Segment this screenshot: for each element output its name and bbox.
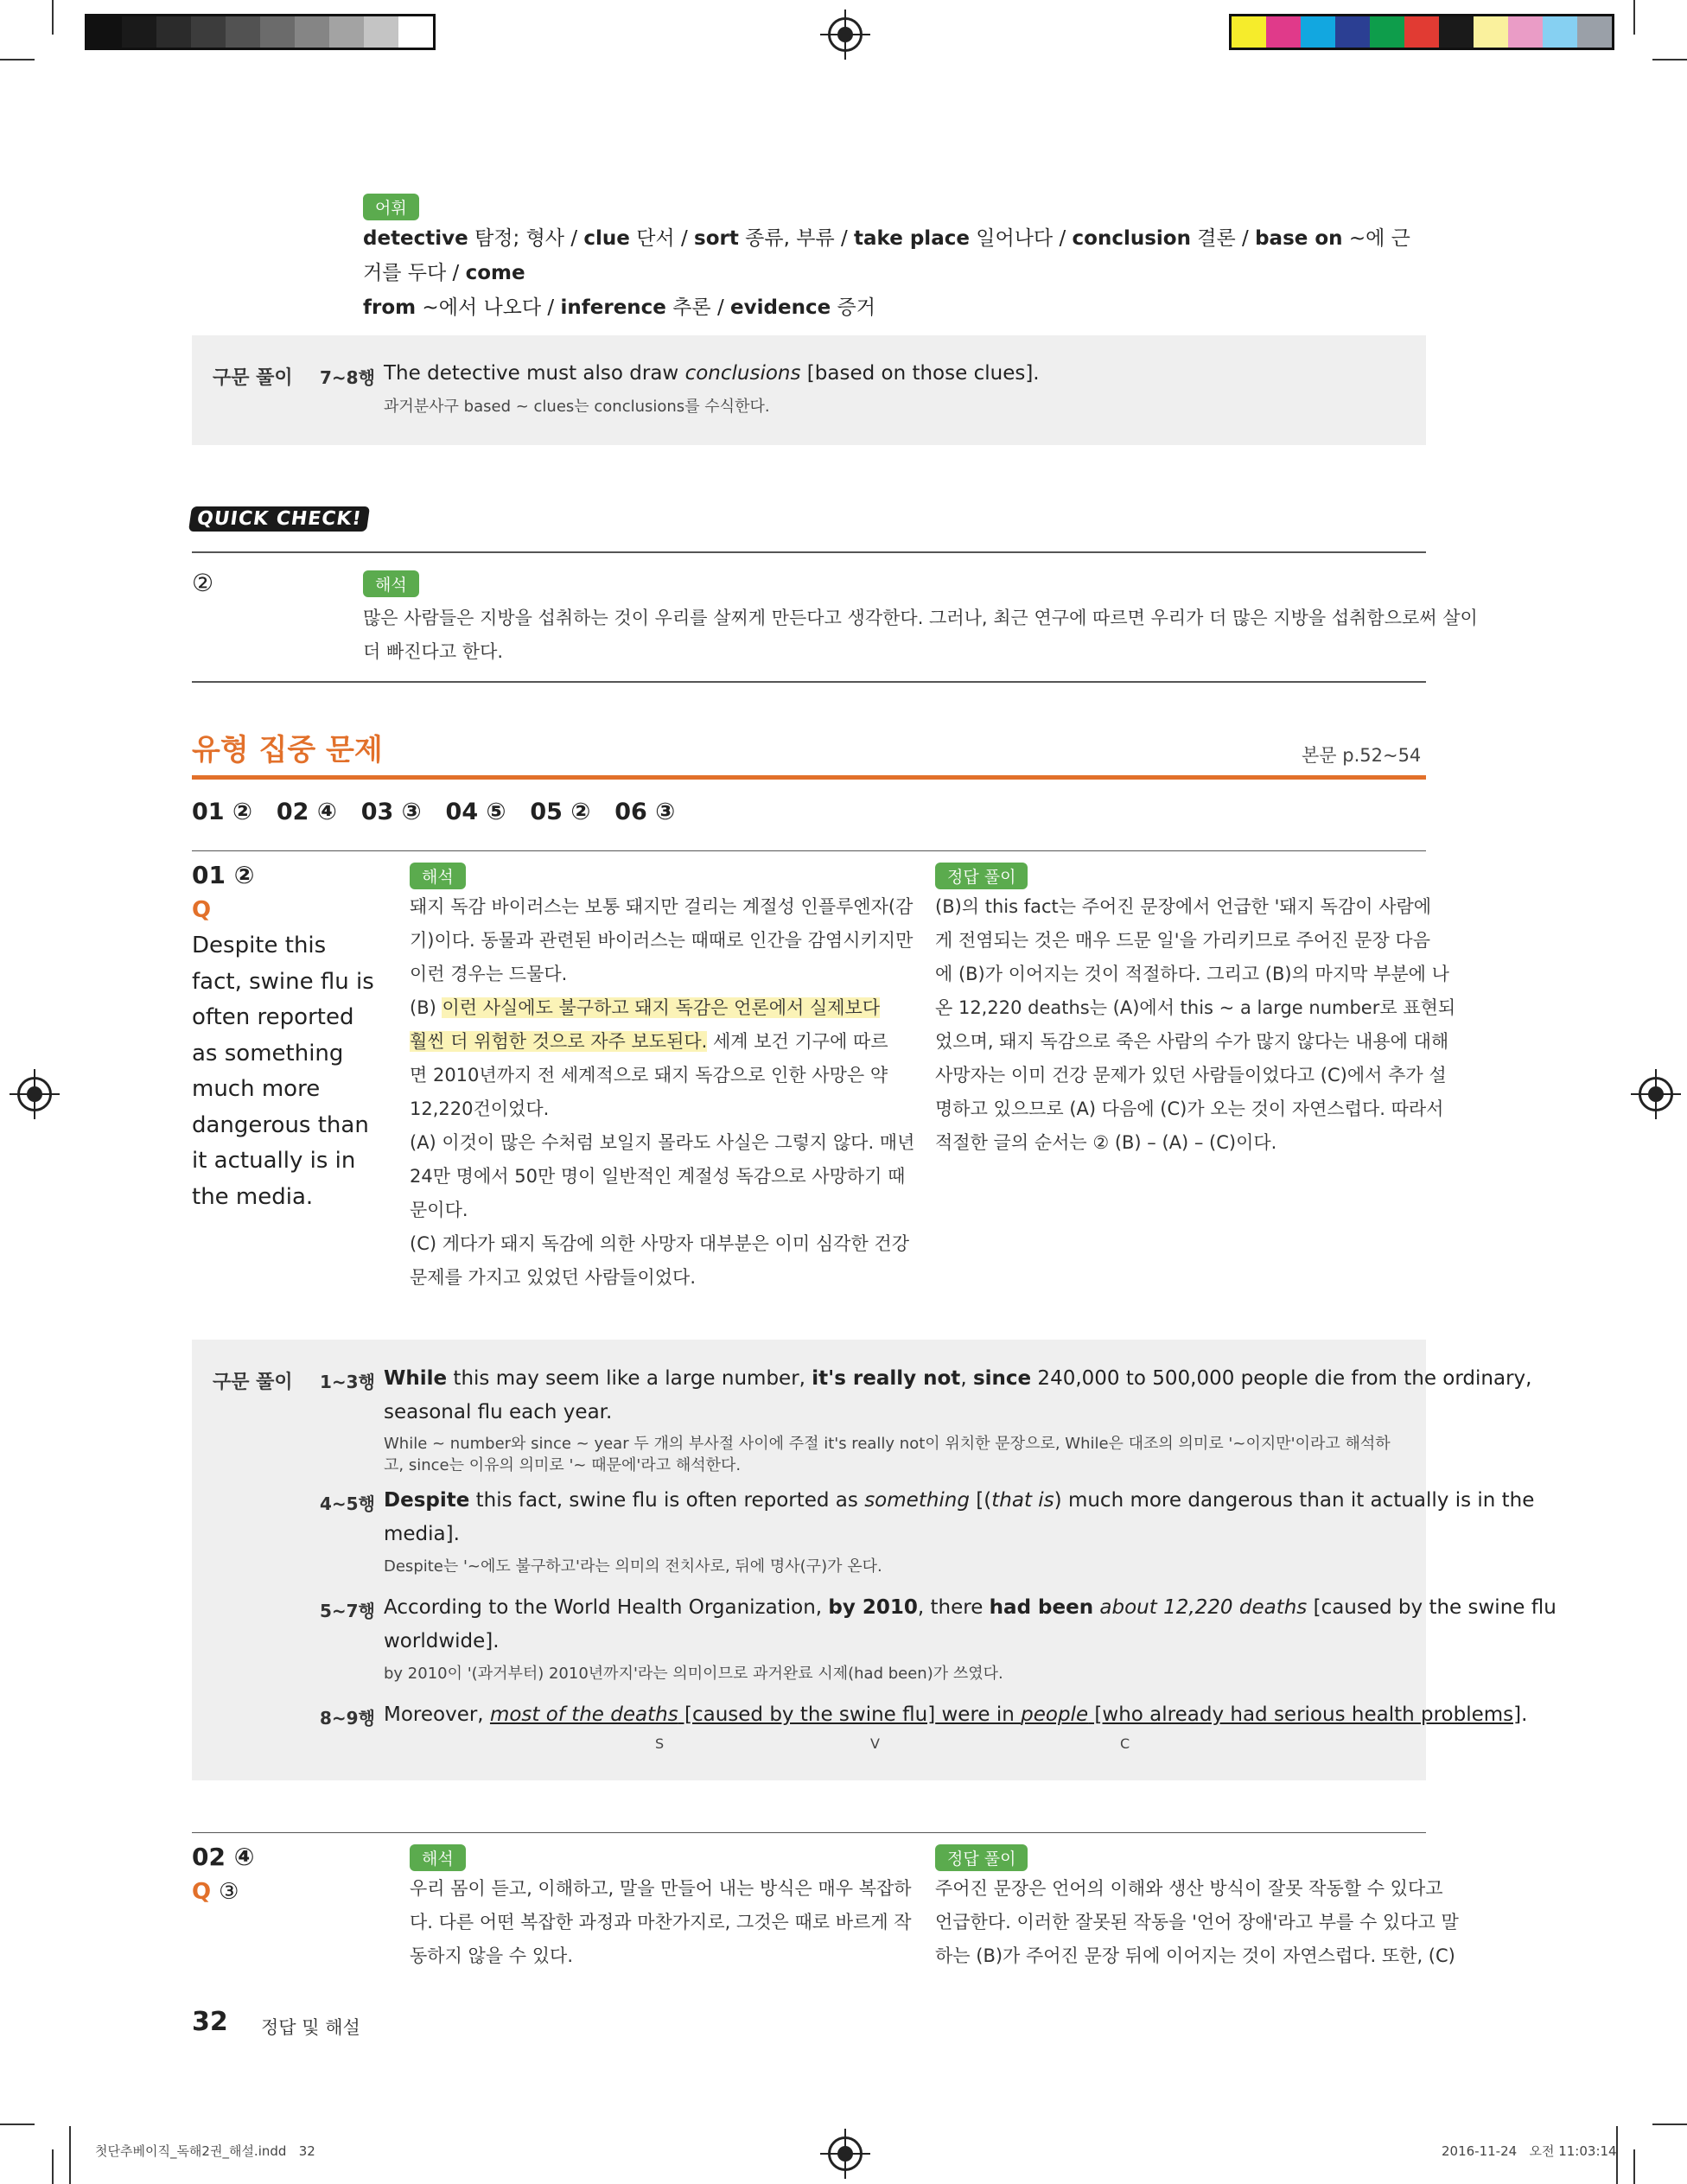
quick-check-logo: QUICK CHECK! (190, 506, 368, 532)
vocab-term: base on (1255, 227, 1343, 250)
color-swatch (1543, 16, 1577, 48)
file-slug: 첫단추베이직_독해2권_해설.indd 32 (95, 2143, 315, 2159)
color-swatch (1439, 16, 1474, 48)
text-line: 우리 몸이 듣고, 이해하고, 말을 만들어 내는 방식은 매우 복잡하 (410, 1878, 912, 1899)
text-line: it actually is in (192, 1148, 356, 1174)
text-line: (B) 이런 사실에도 불구하고 돼지 독감은 언론에서 실제보다 (410, 997, 881, 1018)
q-label: Q (192, 897, 212, 923)
color-swatch (364, 16, 398, 48)
color-swatch (226, 16, 260, 48)
syntax-sentence: The detective must also draw conclusions [based on those clues]. (384, 362, 1040, 385)
cmyk-color-bar (1229, 14, 1614, 50)
vocab-meaning: ~에 근거를 두다 / (363, 227, 1410, 284)
line-ref: 7~8행 (320, 367, 375, 388)
crop-mark (1633, 0, 1635, 35)
vocab-list (363, 221, 1426, 325)
verb-label: V (870, 1735, 880, 1752)
divider (192, 1832, 1426, 1833)
text-line: the media. (192, 1183, 314, 1210)
timestamp-slug: 2016-11-24 오전 11:03:14 (1442, 2143, 1617, 2159)
text-line: (B)의 this fact는 주어진 문장에서 언급한 '돼지 독감이 사람에 (935, 896, 1432, 917)
answer-key-item: 06 ③ (614, 799, 676, 825)
subject-label: S (655, 1735, 665, 1752)
vocab-line (363, 290, 1426, 325)
quick-check-translation: 많은 사람들은 지방을 섭취하는 것이 우리를 살찌게 만든다고 생각한다. 그러나, 최근 연구에 따르면 우리가 더 많은 지방을 섭취함으로써 살이 더 빠진다고 한다. (363, 608, 1478, 662)
answer-key-item: 02 ④ (276, 799, 337, 825)
text-line: (C) 게다가 돼지 독감에 의한 사망자 대부분은 이미 심각한 건강 (410, 1233, 909, 1254)
registration-mark-icon (17, 1077, 52, 1111)
complement-label: C (1120, 1735, 1130, 1752)
text-line: much more (192, 1076, 321, 1102)
syntax-note: by 2010이 '(과거부터) 2010년까지'라는 의미이므로 과거완료 시제(had been)가 쓰였다. (384, 1665, 1003, 1683)
translation-text (410, 1872, 912, 1973)
page-reference: 본문 p.52~54 (1302, 745, 1422, 766)
vocab-meaning: 탐정; 형사 / (468, 227, 584, 250)
color-swatch (1335, 16, 1370, 48)
text-line: often reported (192, 1004, 354, 1030)
answer-key-item: 05 ② (530, 799, 591, 825)
text-line: 동하지 않을 수 있다. (410, 1945, 573, 1966)
text-line: 사망자는 이미 건강 문제가 있던 사람들이었다고 (C)에서 추가 설 (935, 1065, 1447, 1086)
line-ref: 4~5행 (320, 1493, 375, 1514)
divider (192, 551, 1426, 553)
q-answer: Q ③ (192, 1879, 239, 1905)
vocab-term: from (363, 296, 417, 319)
text-line: 문이다. (410, 1200, 468, 1220)
vocab-meaning: 증거 (831, 296, 875, 319)
color-swatch (1370, 16, 1404, 48)
color-swatch (1474, 16, 1508, 48)
divider (192, 850, 1426, 851)
answer-key-item: 04 ⑤ (445, 799, 506, 825)
text-line: 훨씬 더 위험한 것으로 자주 보도된다. 세계 보건 기구에 따르 (410, 1031, 888, 1052)
syntax-label: 구문 풀이 (213, 1372, 293, 1393)
explanation-text (935, 890, 1456, 1160)
vocab-meaning: 종류, 부류 / (738, 227, 855, 250)
text-line: 적절한 글의 순서는 ② (B) – (A) – (C)이다. (935, 1132, 1277, 1153)
syntax-sentence: While this may seem like a large number, it's really not, since 240,000 to 500,000 people die from the ordinary, seasonal flu each year. (384, 1367, 1532, 1423)
text-line: 주어진 문장은 언어의 이해와 생산 방식이 잘못 작동할 수 있다고 (935, 1878, 1443, 1899)
vocab-term: inference (560, 296, 666, 319)
text-line: 이런 경우는 드물다. (410, 964, 568, 984)
answer-key-item: 01 ② (192, 799, 252, 825)
text-line: 명하고 있으므로 (A) 다음에 (C)가 오는 것이 자연스럽다. 따라서 (935, 1098, 1444, 1119)
color-swatch (1404, 16, 1439, 48)
text-line: 기)이다. 동물과 관련된 바이러스는 때때로 인간을 감염시키지만 (410, 930, 914, 951)
color-swatch (87, 16, 122, 48)
crop-mark (52, 2149, 54, 2184)
color-swatch (156, 16, 191, 48)
translation-label: 해석 (410, 1844, 466, 1871)
text-line: 12,220건이었다. (410, 1098, 550, 1119)
page-number: 32 (192, 2007, 228, 2037)
crop-mark (1652, 59, 1687, 60)
text-line: 하는 (B)가 주어진 문장 뒤에 이어지는 것이 자연스럽다. 또한, (C) (935, 1945, 1455, 1966)
crop-mark (1633, 2149, 1635, 2184)
text-line: 었으며, 돼지 독감으로 죽은 사람의 수가 많지 않다는 내용에 대해 (935, 1031, 1449, 1052)
syntax-sentence: According to the World Health Organization, by 2010, there had been about 12,220 deaths [caused by the swine flu worldwide]. (384, 1596, 1556, 1652)
crop-mark (52, 0, 54, 35)
vocab-term: take place (854, 227, 970, 250)
vocab-term: conclusion (1072, 227, 1191, 250)
crop-mark (0, 59, 35, 60)
syntax-label: 구문 풀이 (213, 367, 293, 389)
text-line: 면 2010년까지 전 세계적으로 돼지 독감으로 인한 사망은 약 (410, 1065, 888, 1086)
vocab-term: clue (583, 227, 630, 250)
vocab-meaning: 추론 / (665, 296, 731, 319)
text-line: (A) 이것이 많은 수처럼 보일지 몰라도 사실은 그렇지 않다. 매년 (410, 1132, 915, 1153)
color-swatch (122, 16, 156, 48)
text-line: 문제를 가지고 있었던 사람들이었다. (410, 1267, 696, 1288)
vocab-label: 어휘 (363, 194, 419, 220)
color-swatch (191, 16, 226, 48)
syntax-sentence: Despite this fact, swine flu is often reported as something [(that is) much more dangerous than it actually is in the media]. (384, 1489, 1535, 1545)
vocab-term: sort (694, 227, 739, 250)
vocab-meaning: 결론 / (1190, 227, 1256, 250)
vocab-term: come (465, 262, 525, 284)
explanation-label: 정답 풀이 (935, 863, 1028, 889)
registration-mark-icon (1639, 1077, 1673, 1111)
answer-key-item: 03 ③ (360, 799, 422, 825)
registration-mark-icon (828, 2136, 863, 2171)
color-swatch (1508, 16, 1543, 48)
crop-mark (69, 2126, 71, 2184)
divider (192, 681, 1426, 683)
text-line: 다. 다른 어떤 복잡한 과정과 마찬가지로, 그것은 때로 바르게 작 (410, 1912, 912, 1932)
color-swatch (1232, 16, 1266, 48)
translation-label: 해석 (410, 863, 466, 889)
text-line: dangerous than (192, 1111, 369, 1138)
explanation-label: 정답 풀이 (935, 1844, 1028, 1871)
translation-text (410, 890, 915, 1295)
question-number: 02 ④ (192, 1843, 255, 1871)
text-line: as something (192, 1040, 344, 1067)
q-answer-text (192, 928, 374, 1215)
syntax-sentence: Moreover, most of the deaths [caused by the swine flu] were in people [who already had serious health problems]. (384, 1703, 1528, 1726)
explanation-text (935, 1872, 1459, 1973)
color-swatch (260, 16, 295, 48)
question-number: 01 ② (192, 861, 255, 889)
crop-mark (0, 2124, 35, 2125)
vocab-term: detective (363, 227, 468, 250)
color-swatch (398, 16, 433, 48)
text-line: 언급한다. 이러한 잘못된 작동을 '언어 장애'라고 부를 수 있다고 말 (935, 1912, 1459, 1932)
syntax-note: 과거분사구 based ~ clues는 conclusions를 수식한다. (384, 398, 770, 416)
section-rule (192, 775, 1426, 780)
highlight: 이런 사실에도 불구하고 돼지 독감은 언론에서 실제보다 (442, 997, 881, 1018)
color-swatch (1577, 16, 1612, 48)
syntax-note: Despite는 '~에도 불구하고'라는 의미의 전치사로, 뒤에 명사(구)가 온다. (384, 1557, 882, 1576)
line-ref: 5~7행 (320, 1601, 375, 1621)
color-swatch (329, 16, 364, 48)
color-swatch (295, 16, 329, 48)
answer-key (192, 799, 675, 825)
line-ref: 8~9행 (320, 1708, 375, 1729)
text-line: 돼지 독감 바이러스는 보통 돼지만 걸리는 계절성 인플루엔자(감 (410, 896, 914, 917)
vocab-meaning: 단서 / (629, 227, 695, 250)
text-line: 온 12,220 deaths는 (A)에서 this ~ a large number로 표현되 (935, 997, 1456, 1018)
gray-color-bar (85, 14, 436, 50)
highlight: 훨씬 더 위험한 것으로 자주 보도된다. (410, 1031, 708, 1052)
text-line: 게 전염되는 것은 매우 드문 일'을 가리키므로 주어진 문장 다음 (935, 930, 1430, 951)
quick-check-answer: ② (192, 569, 214, 597)
syntax-note: While ~ number와 since ~ year 두 개의 부사절 사이에 주절 it's really not이 위치한 문장으로, While은 대조의 의미로 '~이지만'이라고 해석하 고, since는 이유의 의미로 '~ 때문에'라고 해석한다. (384, 1435, 1391, 1474)
text-line: fact, swine flu is (192, 968, 374, 995)
vocab-meaning: 일어나다 / (969, 227, 1073, 250)
footer-label: 정답 및 해설 (261, 2017, 360, 2038)
crop-mark (1652, 2124, 1687, 2125)
text-line: 24만 명에서 50만 명이 일반적인 계절성 독감으로 사망하기 때 (410, 1166, 906, 1187)
vocab-line (363, 221, 1426, 290)
text-line: Despite this (192, 933, 327, 958)
vocab-meaning: ~에서 나오다 / (416, 296, 561, 319)
line-ref: 1~3행 (320, 1372, 375, 1392)
color-swatch (1301, 16, 1335, 48)
text-line: 에 (B)가 이어지는 것이 적절하다. 그리고 (B)의 마지막 부분에 나 (935, 964, 1449, 984)
section-title: 유형 집중 문제 (192, 733, 383, 767)
translation-label: 해석 (363, 570, 419, 597)
color-swatch (1266, 16, 1301, 48)
registration-mark-icon (828, 17, 863, 52)
vocab-term: evidence (730, 296, 831, 319)
